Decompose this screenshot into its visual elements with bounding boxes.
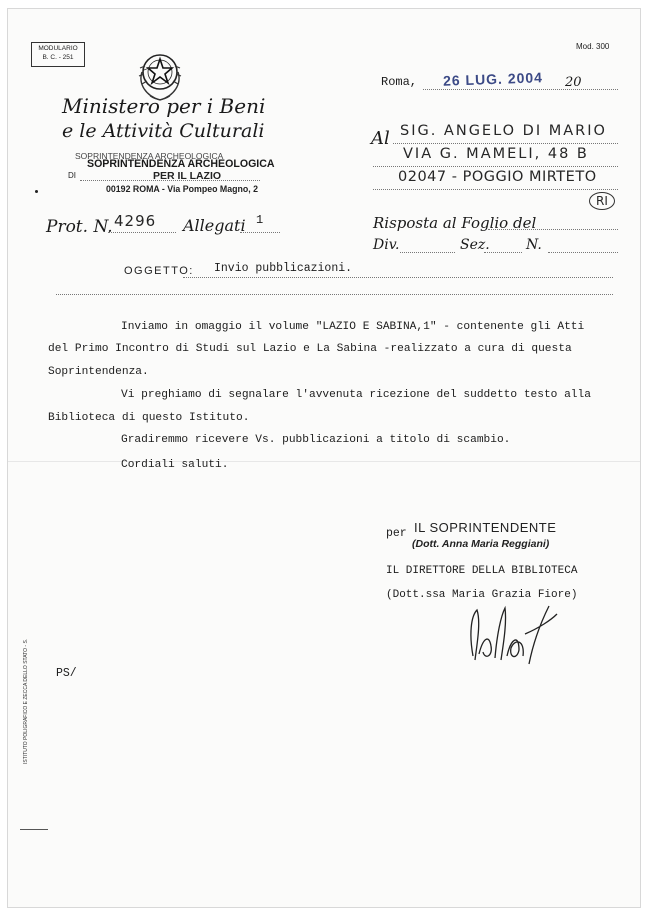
address-line1: SIG. ANGELO DI MARIO xyxy=(400,123,607,139)
date-stamp: 26 LUG. 2004 xyxy=(442,69,544,89)
protocol-number: 4296 xyxy=(114,212,157,230)
ministry-title: Ministero per i Beni xyxy=(62,94,266,118)
address-line3: 02047 - POGGIO MIRTETO xyxy=(398,169,597,185)
margin-dot xyxy=(35,190,38,193)
protocol-label: Prot. N. xyxy=(46,217,113,237)
printer-imprint: ISTITUTO POLIGRAFICO E ZECCA DELLO STATO - S. xyxy=(23,638,29,764)
oggetto-value: Invio pubblicazioni. xyxy=(214,262,353,275)
address-dotted-line1 xyxy=(393,143,618,144)
oggetto-dotted-line1 xyxy=(183,277,613,278)
allegati-label: Allegati xyxy=(183,216,246,235)
body-p3: Gradiremmo ricevere Vs. pubblicazioni a titolo di scambio. xyxy=(121,434,511,446)
risposta-n-line xyxy=(548,252,618,253)
address-dotted-line2 xyxy=(373,166,618,167)
fold-line xyxy=(8,461,640,462)
risposta-n: N. xyxy=(526,237,542,253)
address-dotted-line3 xyxy=(373,189,618,190)
date-place: Roma, xyxy=(381,75,418,89)
ministry-subtitle: e le Attività Culturali xyxy=(62,120,265,142)
protocol-dotted-line xyxy=(108,232,176,233)
office-di-label: DI xyxy=(68,171,76,180)
letter-page xyxy=(7,8,641,908)
date-year-suffix: 20 xyxy=(565,75,582,90)
allegati-value: 1 xyxy=(256,213,264,227)
office-printed: SOPRINTENDENZA ARCHEOLOGICA xyxy=(75,151,224,161)
office-stamp-line2: PER IL LAZIO xyxy=(153,170,222,182)
address-province: RI xyxy=(589,192,615,210)
risposta-sez-line xyxy=(484,252,522,253)
body-p1-l2: del Primo Incontro di Studi sul Lazio e La Sabina -realizzato a cura di questa xyxy=(48,343,572,355)
risposta-label: Risposta al Foglio del xyxy=(373,214,537,232)
body-p2-l1: Vi preghiamo di segnalare l'avvenuta ricezione del suddetto testo alla xyxy=(121,389,591,401)
address-al-label: Al xyxy=(371,128,390,149)
risposta-sez: Sez. xyxy=(460,237,490,253)
risposta-dotted-line xyxy=(488,229,618,230)
bottom-margin-line xyxy=(20,829,48,830)
allegati-dotted-line xyxy=(240,232,280,233)
office-stamp-line1: SOPRINTENDENZA ARCHEOLOGICA xyxy=(87,158,275,170)
signature-per: per xyxy=(386,527,407,540)
body-p1-l1: Inviamo in omaggio il volume "LAZIO E SABINA,1" - contenente gli Atti xyxy=(121,321,585,333)
modulario-code: B. C. - 251 xyxy=(42,54,74,61)
body-p1-l3: Soprintendenza. xyxy=(48,366,149,378)
signature-title: IL SOPRINTENDENTE xyxy=(414,520,557,535)
oggetto-label: OGGETTO: xyxy=(124,265,194,277)
office-stamp-line3: 00192 ROMA - Via Pompeo Magno, 2 xyxy=(106,184,259,194)
address-line2: VIA G. MAMELI, 48 B xyxy=(403,146,589,162)
modulario-label: MODULARIO xyxy=(38,45,78,52)
signature-director-name: (Dott.ssa Maria Grazia Fiore) xyxy=(386,589,578,601)
mod-number: Mod. 300 xyxy=(576,42,610,51)
handwritten-signature-icon xyxy=(455,594,565,669)
risposta-div: Div. xyxy=(373,237,400,253)
body-p2-l2: Biblioteca di questo Istituto. xyxy=(48,412,250,424)
signature-name: (Dott. Anna Maria Reggiani) xyxy=(412,538,550,550)
risposta-div-line xyxy=(400,252,455,253)
date-dotted-line xyxy=(423,89,618,90)
signature-director: IL DIRETTORE DELLA BIBLIOTECA xyxy=(386,565,578,577)
modulario-box xyxy=(31,42,85,67)
ps-label: PS/ xyxy=(56,667,77,680)
oggetto-dotted-line2 xyxy=(56,294,613,295)
body-p4: Cordiali saluti. xyxy=(121,459,229,471)
